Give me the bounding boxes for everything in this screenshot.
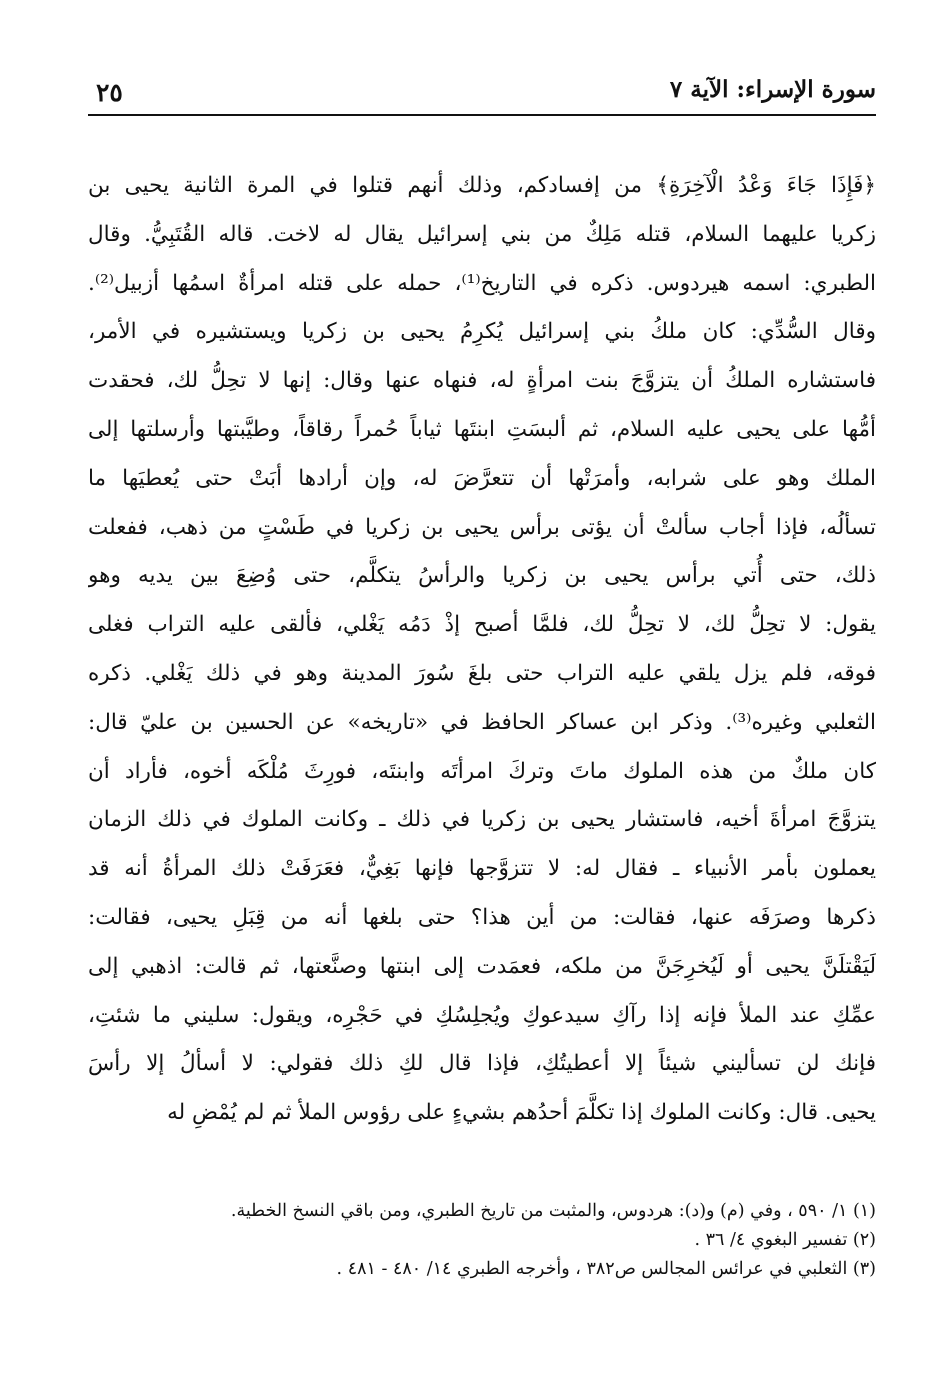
text-line: الطبري: اسمه هيردوس. ذكره في التاريخ⁽¹⁾، حمله على قتله امرأةٌ اسمُها أزبيل⁽²⁾. xyxy=(88,270,876,296)
text-line: ﴿فَإِذَا جَاءَ وَعْدُ الْآخِرَةِ﴾ من إفسادكم، وذلك أنهم قتلوا في المرة الثانية يحيى بن xyxy=(88,173,876,198)
text-line: لَيَقْتلَنَّ يحيى أو لَيُخرِجَنَّ من ملكه، فعمَدت إلى ابنتها وصنَّعتها، ثم قالت: اذهبي إلى xyxy=(88,953,876,979)
text-line: تسألُه، فإذا أجاب سألتْ أن يؤتى برأس يحيى بن زكريا في طَسْتٍ من ذهب، ففعلت xyxy=(88,514,876,540)
text-line: عمِّكِ عند الملأ فإنه إذا رآكِ سيدعوكِ ويُجلِسُكِ في حَجْرِه، ويقول: سليني ما شئتِ، xyxy=(88,1002,876,1028)
text-line: أمُّها على يحيى عليه السلام، ثم ألبسَتِ ابنتَها ثياباً حُمراً رقاقاً، وطيَّبتها وأرسلتها إلى xyxy=(88,416,876,442)
footnote: (١) ١/ ٥٩٠ ، وفي (م) و(د): هردوس، والمثبت من تاريخ الطبري، ومن باقي النسخ الخطية. xyxy=(230,1200,876,1221)
text-line: يقول: لا تحِلُّ لك، لا تحِلُّ لك، فلمَّا أصبح إذْ دَمُه يَغْلي، فألقى عليه التراب فغلى xyxy=(88,612,876,638)
text-line: فوقه، فلم يزل يلقي عليه التراب حتى بلغَ سُورَ المدينة وهو في ذلك يَغْلي. ذكره xyxy=(88,660,876,686)
footnote: (٢) تفسير البغوي ٤/ ٣٦ . xyxy=(694,1229,876,1250)
text-line: ذلك، حتى أُتي برأس يحيى بن زكريا والرأسُ يتكلَّم، حتى وُضِعَ بين يديه وهو xyxy=(88,563,876,589)
page-number: ٢٥ xyxy=(96,78,123,107)
text-line: الملك وهو على شرابه، وأمرَتْها أن تتعرَّضَ له، وإن أرادها أبَتْ حتى يُعطيَها ما xyxy=(88,465,876,491)
text-line: زكريا عليهما السلام، قتله مَلِكٌ من بني إسرائيل يقال له لاخت. قاله القُتَبِيُّ. وقال xyxy=(88,221,876,247)
footnotes xyxy=(88,1197,876,1284)
text-line: ذكرها وصرَفَه عنها، فقالت: من أين هذا؟ حتى بلغها أنه من قِبَلِ يحيى، فقالت: xyxy=(88,904,876,930)
header-rule xyxy=(88,114,876,116)
main-text xyxy=(88,162,876,1138)
text-line: يعملون بأمر الأنبياء ـ فقال له: لا تتزوَّجها فإنها بَغِيٌّ، فعَرَفَتْ ذلك المرأةُ أنه قد xyxy=(88,856,876,882)
page-header xyxy=(88,70,876,118)
text-line: وقال السُّدِّي: كان ملكُ بني إسرائيل يُكرِمُ يحيى بن زكريا ويستشيره في الأمر، xyxy=(88,319,876,345)
text-line: فإنك لن تسأليني شيئاً إلا أعطيتُكِ، فإذا قال لكِ ذلك فقولي: لا أسألُ إلا رأسَ xyxy=(88,1051,876,1077)
text-line: يتزوَّجَ امرأةَ أخيه، فاستشار يحيى بن زكريا في ذلك ـ وكانت الملوك في ذلك الزمان xyxy=(88,807,876,833)
text-line: فاستشاره الملكُ أن يتزوَّجَ بنت امرأةٍ له، فنهاه عنها وقال: إنها لا تحِلُّ لك، فحقدت xyxy=(88,368,876,394)
text-line: الثعلبي وغيره⁽³⁾. وذكر ابن عساكر الحافظ في «تاريخه» عن الحسين بن عليّ قال: xyxy=(88,709,876,735)
text-line: كان ملكٌ من هذه الملوك ماتَ وتركَ امرأتَه وابنتَه، فورِثَ مُلْكَه أخوه، فأراد أن xyxy=(88,758,876,784)
book-page xyxy=(88,70,876,1360)
footnote: (٣) الثعلبي في عرائس المجالس ص٣٨٢ ، وأخرجه الطبري ١٤/ ٤٨٠ - ٤٨١ . xyxy=(336,1258,876,1279)
running-head: سورة الإسراء: الآية ٧ xyxy=(669,76,876,103)
text-line: يحيى. قال: وكانت الملوك إذا تكلَّمَ أحدُهم بشيءٍ على رؤوس الملأ ثم لم يُمْضِ له xyxy=(167,1100,876,1126)
